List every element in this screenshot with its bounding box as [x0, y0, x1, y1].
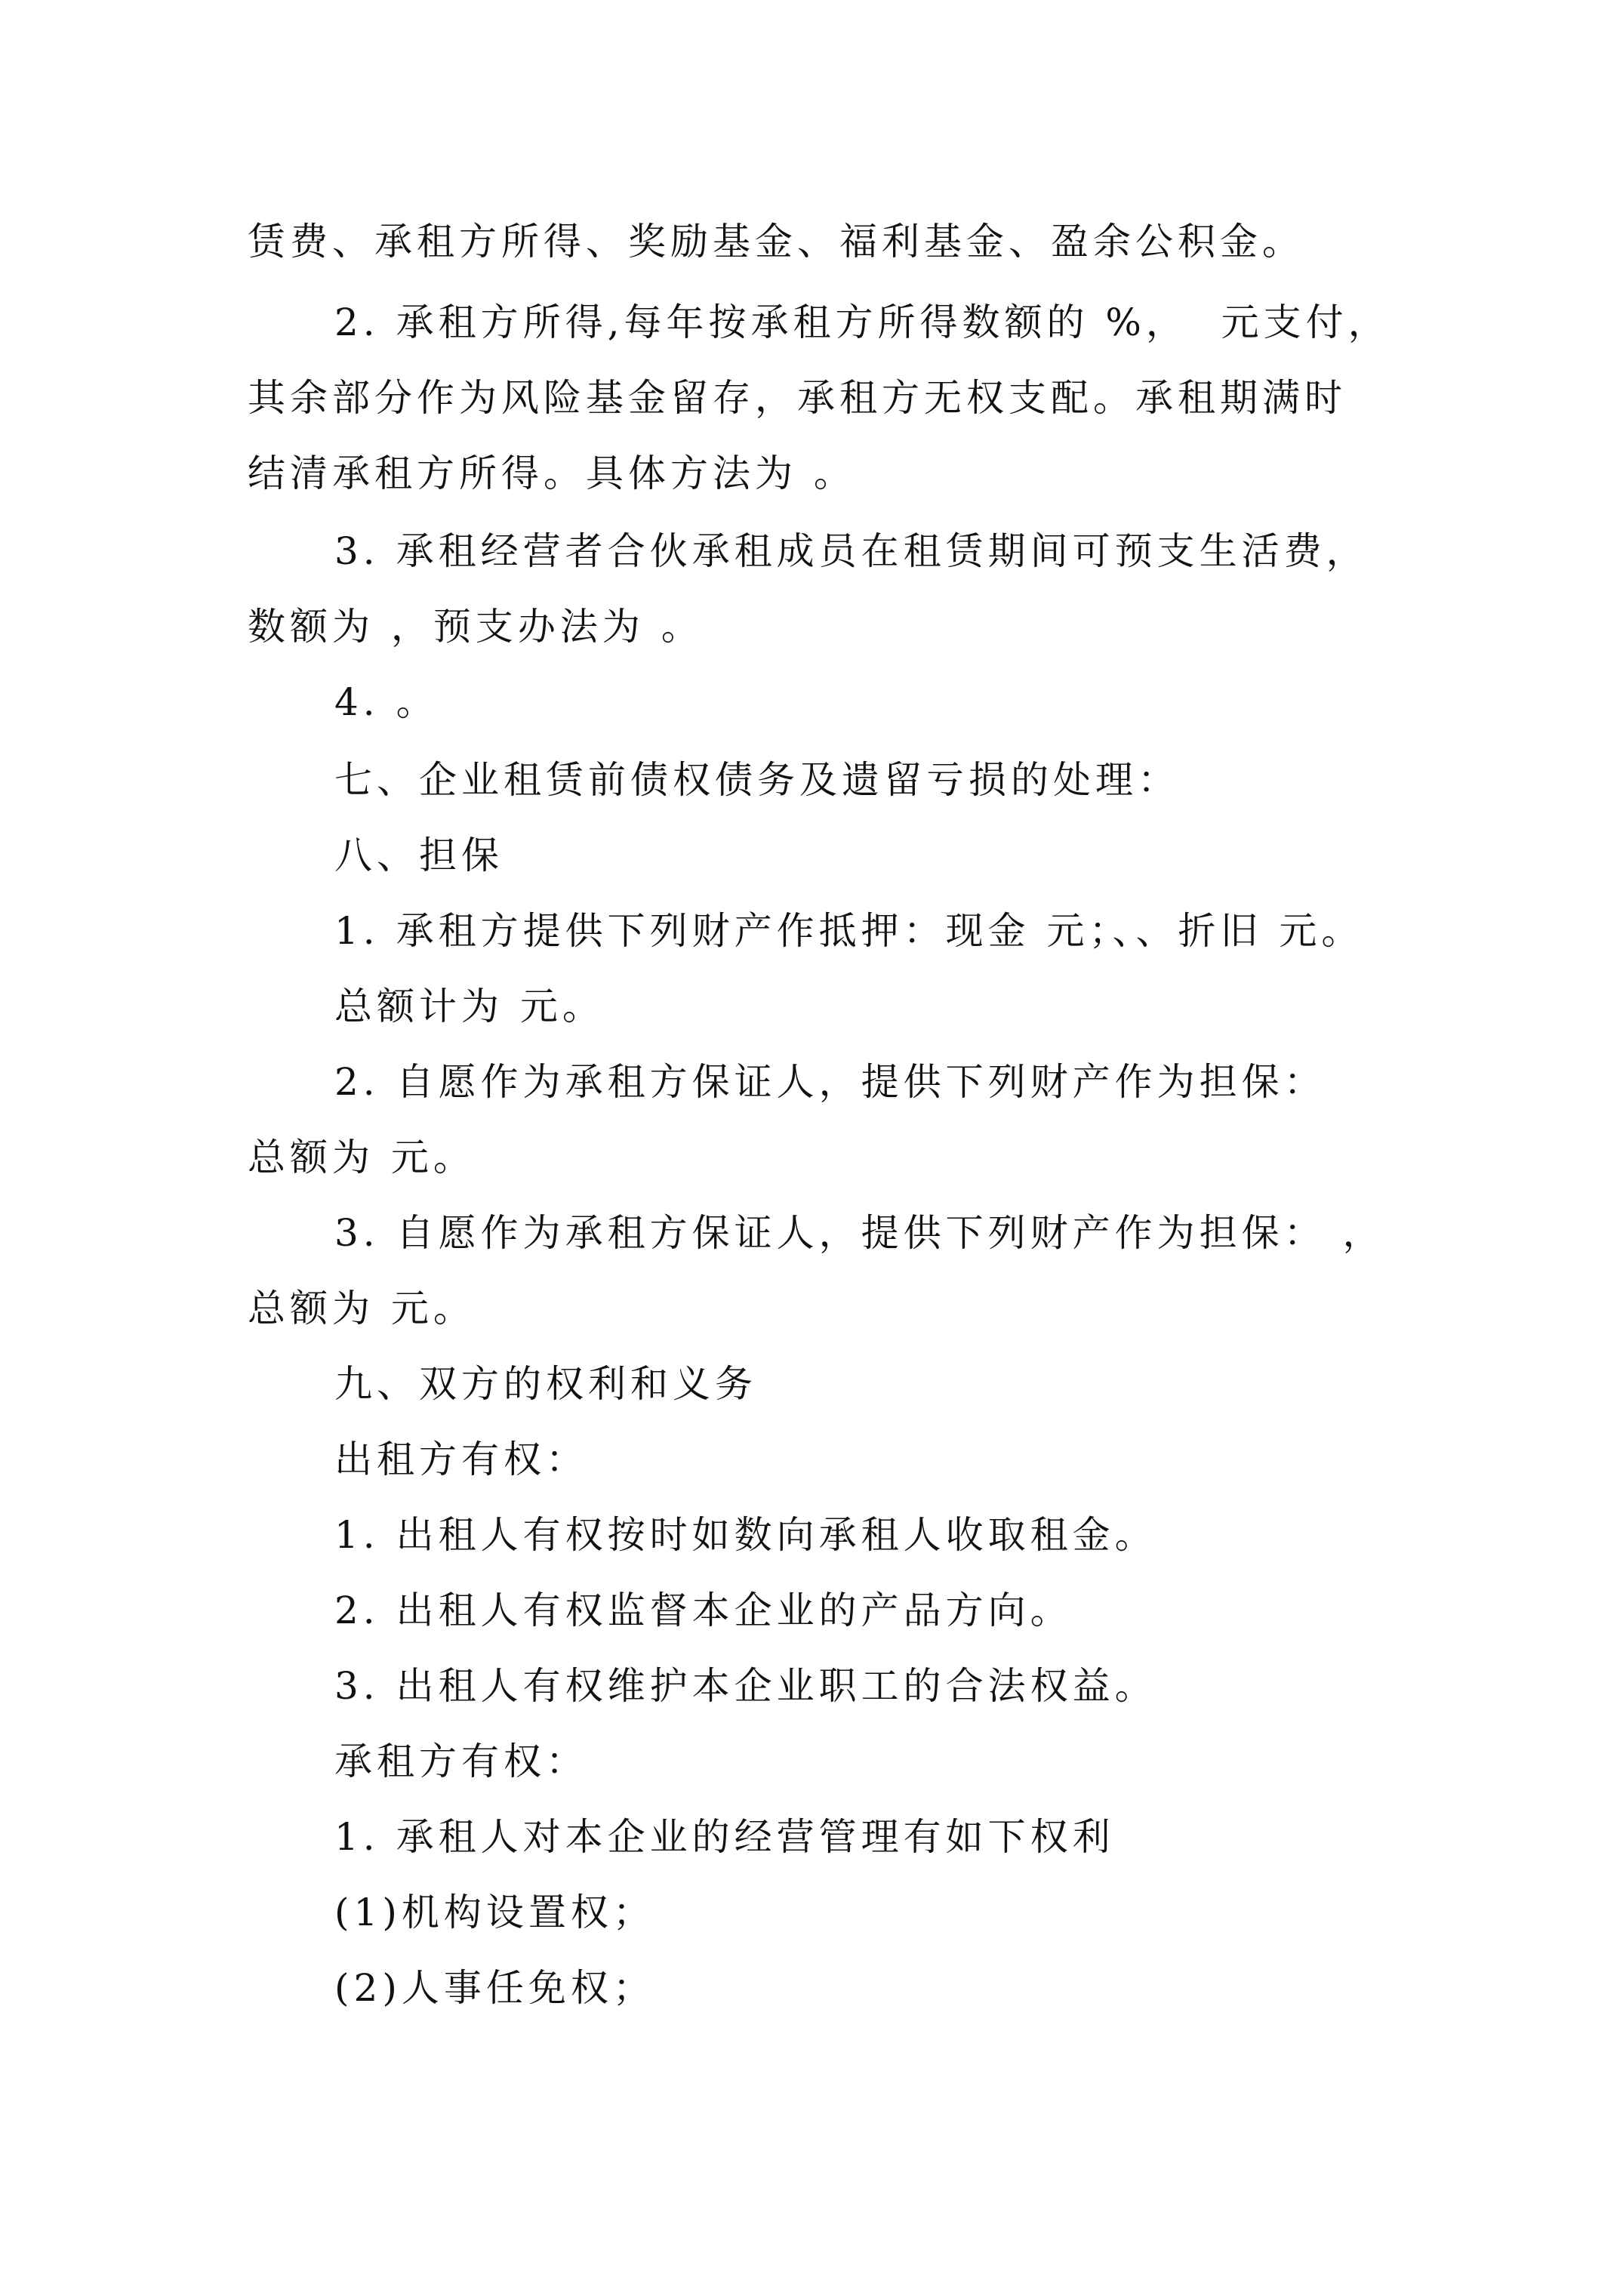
text-line-continuation-lease-fees: 赁费、承租方所得、奖励基金、福利基金、盈余公积金。: [248, 220, 1304, 264]
text-line-item-3-living-allowance: 3. 承租经营者合伙承租成员在租赁期间可预支生活费，: [334, 529, 1369, 573]
text-line-lessee-right-1-sub-2: (2)人事任免权；: [334, 1966, 655, 2010]
text-line-item-4: 4. 。: [334, 680, 439, 724]
text-line-settlement-method: 结清承租方所得。具体方法为 。: [248, 451, 856, 495]
text-line-lessor-right-2: 2. 出租人有权监督本企业的产品方向。: [334, 1589, 1073, 1632]
text-line-risk-fund: 其余部分作为风险基金留存，承租方无权支配。承租期满时: [248, 376, 1347, 420]
section-heading-8-guarantee: 八、担保: [334, 834, 504, 877]
text-line-item-2-lessee-income: 2. 承租方所得,每年按承租方所得数额的 %， 元支付，: [334, 300, 1390, 344]
text-line-guarantee-1-collateral: 1. 承租方提供下列财产作抵押：现金 元；、、折旧 元。: [334, 909, 1364, 953]
subheading-lessor-rights: 出租方有权：: [334, 1438, 588, 1481]
text-line-lessor-right-3: 3. 出租人有权维护本企业职工的合法权益。: [334, 1664, 1157, 1708]
text-line-guarantee-2-guarantor: 2. 自愿作为承租方保证人，提供下列财产作为担保：: [334, 1060, 1326, 1104]
text-line-allowance-amount: 数额为 ，预支办法为 。: [248, 605, 704, 649]
text-line-lessee-right-1-sub-1: (1)机构设置权；: [334, 1891, 655, 1934]
text-line-guarantee-3-guarantor: 3. 自愿作为承租方保证人，提供下列财产作为担保： ，: [334, 1211, 1385, 1255]
text-line-guarantee-3-total: 总额为 元。: [248, 1287, 476, 1330]
section-heading-9-rights-obligations: 九、双方的权利和义务: [334, 1362, 757, 1406]
text-line-collateral-total: 总额计为 元。: [334, 985, 605, 1028]
text-line-lessor-right-1: 1. 出租人有权按时如数向承租人收取租金。: [334, 1513, 1157, 1557]
text-line-lessee-right-1: 1. 承租人对本企业的经营管理有如下权利: [334, 1815, 1115, 1859]
text-line-guarantee-2-total: 总额为 元。: [248, 1136, 476, 1179]
section-heading-7-debts: 七、企业租赁前债权债务及遗留亏损的处理：: [334, 758, 1180, 802]
subheading-lessee-rights: 承租方有权：: [334, 1740, 588, 1783]
